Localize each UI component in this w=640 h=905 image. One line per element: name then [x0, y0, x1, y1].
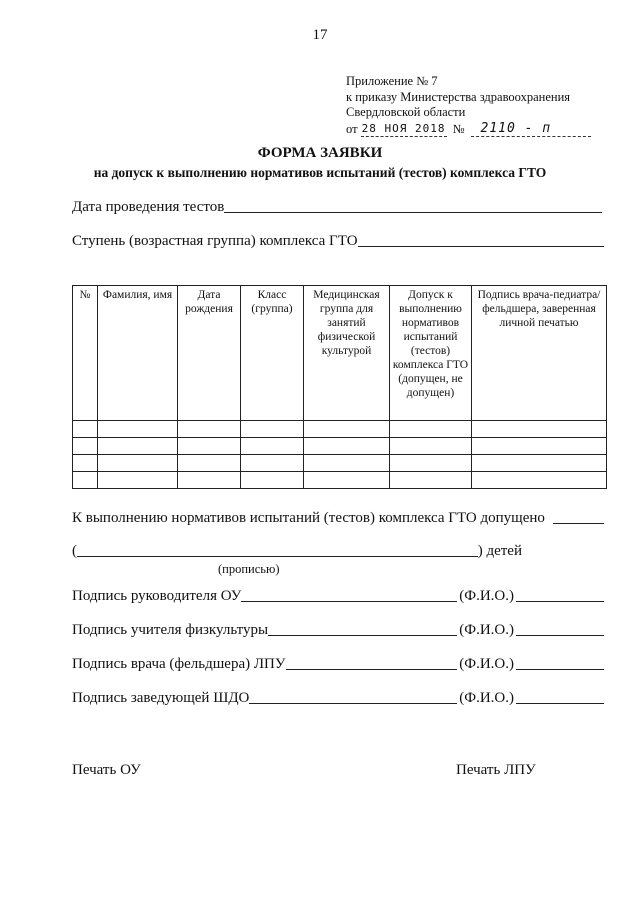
signature-line[interactable] [249, 702, 457, 704]
col-birthdate: Дата рождения [178, 286, 241, 421]
appendix-order: к приказу Министерства здравоохранения [346, 89, 571, 104]
signature-line[interactable] [286, 668, 458, 670]
signature-label: Подпись заведующей ШДО [72, 690, 250, 706]
stage-line[interactable] [358, 245, 604, 247]
order-number: 2110 - п [471, 121, 591, 138]
fio-label: (Ф.И.О.) [459, 690, 514, 706]
appendix-title: Приложение № 7 [346, 74, 438, 88]
application-table [72, 285, 607, 489]
table-header-row [73, 286, 607, 421]
admitted-words-field [72, 543, 522, 560]
number-label: № [452, 121, 465, 136]
signature-line[interactable] [268, 634, 457, 636]
signature-label: Подпись врача (фельдшера) ЛПУ [72, 656, 286, 672]
page-number: 17 [312, 27, 328, 43]
signature-row [72, 656, 604, 673]
admitted-field [72, 510, 604, 527]
signature-line[interactable] [241, 600, 457, 602]
hospital-stamp-label: Печать ЛПУ [456, 762, 536, 778]
fio-line[interactable] [516, 634, 604, 636]
fio-label: (Ф.И.О.) [459, 588, 514, 604]
table-row [73, 455, 607, 472]
col-name: Фамилия, имя [98, 286, 178, 421]
stage-label: Ступень (возрастная группа) комплекса ГТО [72, 233, 358, 249]
from-label: от [346, 121, 358, 136]
fio-line[interactable] [516, 600, 604, 602]
form-subheading: на допуск к выполнению нормативов испытаний (тестов) комплекса ГТО [93, 165, 547, 180]
table-row [73, 438, 607, 455]
fio-line[interactable] [516, 702, 604, 704]
test-date-line[interactable] [224, 211, 602, 213]
signature-label: Подпись учителя физкультуры [72, 622, 269, 638]
col-doctor-signature: Подпись врача-педиатра/фельдшера, заверенная личной печатью [472, 286, 607, 421]
col-class: Класс (группа) [241, 286, 304, 421]
col-number: № [73, 286, 98, 421]
appendix-region: Свердловской области [346, 105, 466, 119]
fio-label: (Ф.И.О.) [459, 656, 514, 672]
signature-row [72, 622, 604, 639]
table-row [73, 472, 607, 489]
form-heading: ФОРМА ЗАЯВКИ [257, 145, 383, 161]
in-words-caption: (прописью) [218, 562, 280, 576]
order-date: 28 НОЯ 2018 [361, 121, 447, 138]
open-paren: ( [72, 543, 77, 559]
fio-line[interactable] [516, 668, 604, 670]
school-stamp-label: Печать ОУ [72, 762, 141, 778]
col-medical-group: Медицинская группа для занятий физической культурой [304, 286, 390, 421]
appendix-block [346, 74, 591, 137]
col-admission: Допуск к выполнению нормативов испытаний (тестов) комплекса ГТО (допущен, не допущен) [390, 286, 472, 421]
signature-row [72, 690, 604, 707]
appendix-dateline [346, 121, 591, 138]
fio-label: (Ф.И.О.) [459, 622, 514, 638]
admitted-label: К выполнению нормативов испытаний (тестов) комплекса ГТО допущено [72, 510, 545, 526]
signature-row [72, 588, 604, 605]
admitted-words-line[interactable] [77, 555, 478, 557]
stage-field [72, 233, 604, 250]
children-label: ) детей [477, 543, 522, 559]
test-date-label: Дата проведения тестов [72, 199, 225, 215]
table-row [73, 421, 607, 438]
test-date-field [72, 199, 602, 216]
signature-label: Подпись руководителя ОУ [72, 588, 242, 604]
admitted-count-line[interactable] [553, 522, 604, 524]
